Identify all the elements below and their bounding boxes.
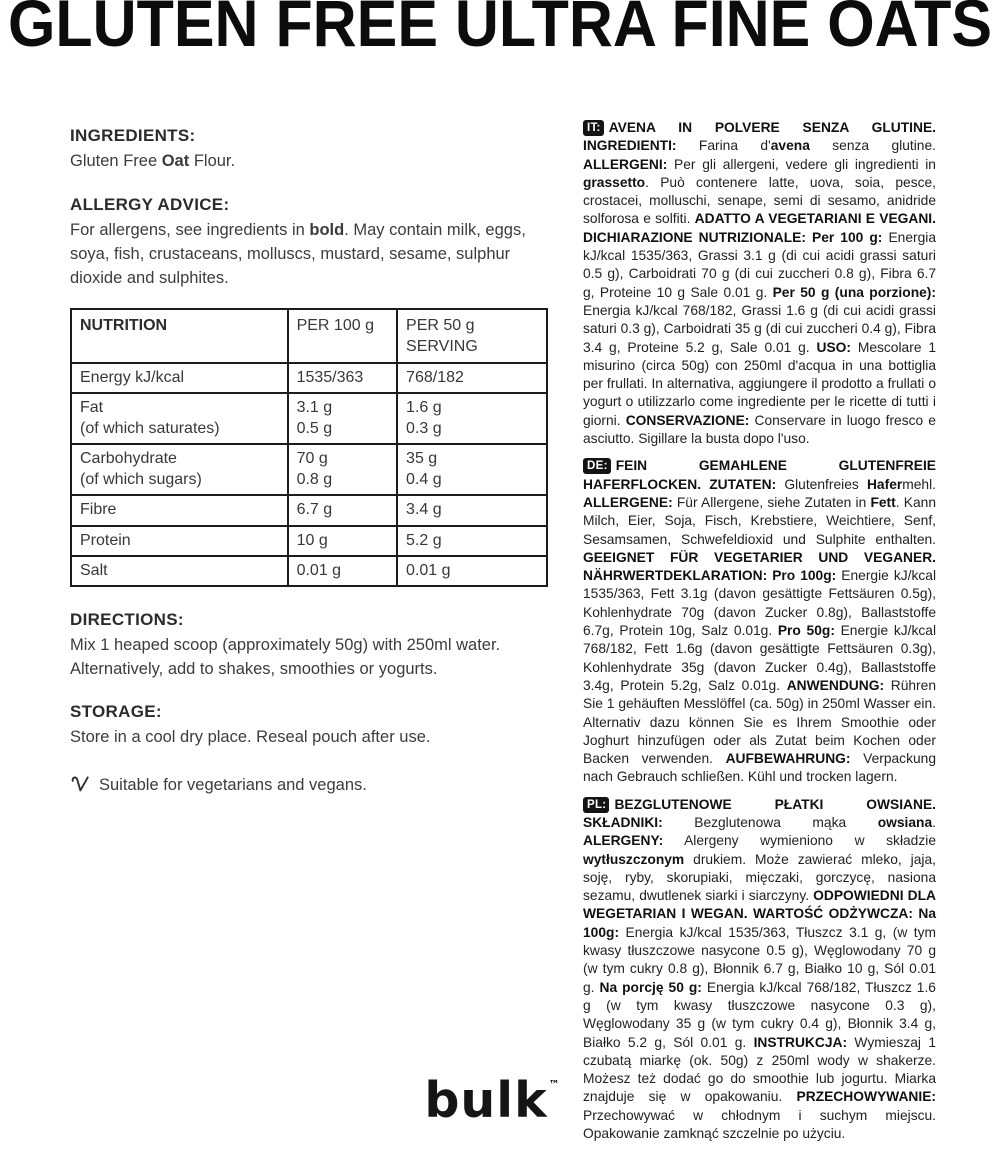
storage-heading: STORAGE: xyxy=(70,701,162,721)
product-title-text: GLUTEN FREE ULTRA FINE OATS xyxy=(8,0,992,51)
german-section xyxy=(583,457,936,786)
nutrition-table-cell: 6.7 g xyxy=(288,495,397,525)
product-title-svg xyxy=(0,0,1000,51)
directions-heading: DIRECTIONS: xyxy=(70,609,184,629)
nutrition-table-cell: 1535/363 xyxy=(288,363,397,393)
allergy-advice-text: For allergens, see ingredients in bold. May contain milk, eggs, soya, fish, crustaceans, molluscs, mustard, sesame, sulphur dioxide and sulphites. xyxy=(70,220,526,287)
nutrition-table-row xyxy=(71,444,547,495)
allergy-advice-heading: ALLERGY ADVICE: xyxy=(70,194,230,214)
italian-text: AVENA IN POLVERE SENZA GLUTINE. INGREDIENTI: Farina d'avena senza glutine. ALLERGENI: Per gli allergeni, vedere gli ingredienti in grassetto. Può contenere latte, uova, soia, pesce, crostacei, molluschi, senape, semi di sesamo, anidride solforosa e solfiti. ADATTO A VEGETARIANI E VEGANI. DICHIARAZIONE NUTRIZIONALE: Per 100 g: Energia kJ/kcal 1535/363, Grassi 3.1 g (di cui acidi grassi saturi 0.5 g), Carboidrati 70 g (di cui zuccheri 0.8 g), Fibra 6.7 g, Proteine 10 g Sale 0.01 g. Per 50 g (una porzione): Energia kJ/kcal 768/182, Grassi 1.6 g (di cui acidi grassi saturi 0.3 g), Carboidrati 35 g (di cui zuccheri 0.4 g), Fibra 3.4 g, Proteine 5.2 g, Sale 0.01 g. USO: Mescolare 1 misurino (circa 50g) con 250ml d'acqua in una bottiglia per frullati. In alternativa, aggiungere il prodotto a frullati o yogurt o utilizzarlo come ingrediente per le ricette di tutti i giorni. CONSERVAZIONE: Conservare in luogo fresco e asciutto. Sigillare la busta dopo l'uso. xyxy=(583,120,937,447)
trademark-symbol: ™ xyxy=(548,1078,561,1091)
storage-text: Store in a cool dry place. Reseal pouch after use. xyxy=(70,727,431,746)
nutrition-table-cell: 35 g 0.4 g xyxy=(397,444,547,495)
nutrition-table-cell: 0.01 g xyxy=(288,556,397,586)
nutrition-table-row xyxy=(71,393,547,444)
polish-language-badge: PL: xyxy=(583,797,609,813)
nutrition-table-cell: 5.2 g xyxy=(397,526,547,556)
nutrition-table-cell: 1.6 g 0.3 g xyxy=(397,393,547,444)
bulk-logo-text: bulk xyxy=(424,1072,548,1129)
nutrition-table-cell: 3.4 g xyxy=(397,495,547,525)
bulk-logo xyxy=(424,1072,561,1129)
product-title xyxy=(0,0,1000,51)
italian-language-badge: IT: xyxy=(583,120,604,136)
ingredients-text: Gluten Free Oat Flour. xyxy=(70,152,236,170)
ingredients-heading: INGREDIENTS: xyxy=(70,126,196,145)
multilingual-panel xyxy=(583,119,936,1152)
nutrition-table-cell: 0.01 g xyxy=(397,556,547,586)
nutrition-table xyxy=(70,308,548,587)
nutrition-table-cell: 768/182 xyxy=(397,363,547,393)
italian-section xyxy=(583,119,936,448)
nutrition-column-header: PER 50 g SERVING xyxy=(397,309,547,363)
nutrition-table-cell: 3.1 g 0.5 g xyxy=(288,393,397,444)
nutrition-table-row xyxy=(71,495,547,525)
nutrition-table-cell: Salt xyxy=(71,556,288,586)
directions-text: Mix 1 heaped scoop (approximately 50g) with 250ml water. Alternatively, add to shakes, smoothies or yogurts. xyxy=(70,635,501,678)
nutrition-table-cell: Fibre xyxy=(71,495,288,525)
nutrition-table-cell: Carbohydrate (of which sugars) xyxy=(71,444,288,495)
nutrition-table-cell: 70 g 0.8 g xyxy=(288,444,397,495)
german-language-badge: DE: xyxy=(583,458,611,474)
nutrition-header-row xyxy=(71,309,547,363)
polish-text: BEZGLUTENOWE PŁATKI OWSIANE. SKŁADNIKI: Bezglutenowa mąka owsiana. ALERGENY: Alergeny wymieniono w składzie wytłuszczonym drukiem. Może zawierać mleko, jaja, soję, ryby, skorupiaki, mięczaki, gorczycę, nasiona sezamu, dwutlenek siarki i siarczyny. ODPOWIEDNI DLA WEGETARIAN I WEGAN. WARTOŚĆ ODŻYWCZA: Na 100g: Energia kJ/kcal 1535/363, Tłuszcz 3.1 g, (w tym kwasy tłuszczowe nasycone 0.5 g), Węglowodany 70 g (w tym cukry 0.8 g), Błonnik 6.7 g, Białko 10 g, Sól 0.01 g. Na porcję 50 g: Energia kJ/kcal 768/182, Tłuszcz 1.6 g (w tym kwasy tłuszczowe nasycone 0.3 g), Węglowodany 35 g (w tym cukry 0.4 g), Błonnik 3.4 g, Białko 5.2 g, Sól 0.01 g. INSTRUKCJA: Wymieszaj 1 czubatą miarkę (ok. 50g) z 250ml wody w shakerze. Możesz też dodać go do smoothie lub jogurtu. Miarka znajduje się w opakowaniu. PRZECHOWYWANIE: Przechowywać w chłodnym i suchym miejscu. Opakowanie zamknąć szczelnie po użyciu. xyxy=(583,796,936,1142)
nutrition-table-cell: Fat (of which saturates) xyxy=(71,393,288,444)
german-text: FEIN GEMAHLENE GLUTENFREIE HAFERFLOCKEN. ZUTATEN: Glutenfreies Hafermehl. ALLERGENE: Für Allergene, siehe Zutaten in Fett. Kann Milch, Eier, Soja, Fisch, Krebstiere, Weichtiere, Senf, Sesamsamen, Schwefeldioxid und Sulphite enthalten. GEEIGNET FÜR VEGETARIER UND VEGANER. NÄHRWERTDEKLARATION: Pro 100g: Energie kJ/kcal 1535/363, Fett 3.1g (davon gesättigte Fettsäuren 0.5g), Kohlenhydrate 70g (davon Zucker 0.8g), Ballaststoffe 6.7g, Protein 10g, Salz 0.01g. Pro 50g: Energie kJ/kcal 768/182, Fett 1.6g (davon gesättigte Fettsäuren 0.3g), Kohlenhydrate 35g (davon Zucker 0.4g), Ballaststoffe 3.4g, Protein 5.2g, Salz 0.01g. ANWENDUNG: Rühren Sie 1 gehäuften Messlöffel (ca. 50g) in 250ml Wasser ein. Alternativ dazu können Sie es Ihrem Smoothie oder Joghurt hinzufügen oder als Zutat beim Kochen oder Backen verwenden. AUFBEWAHRUNG: Verpackung nach Gebrauch schließen. Kühl und trocken lagern. xyxy=(583,458,937,785)
vegetarian-note xyxy=(70,776,552,795)
nutrition-table-cell: Protein xyxy=(71,526,288,556)
nutrition-table-row xyxy=(71,363,547,393)
nutrition-column-header: PER 100 g xyxy=(288,309,397,363)
vegetarian-note-text: Suitable for vegetarians and vegans. xyxy=(99,775,367,794)
vegetarian-v-icon xyxy=(70,774,90,795)
english-panel xyxy=(70,126,552,795)
nutrition-column-header: NUTRITION xyxy=(71,309,288,363)
nutrition-table-cell: Energy kJ/kcal xyxy=(71,363,288,393)
footer xyxy=(0,1072,1000,1129)
nutrition-table-cell: 10 g xyxy=(288,526,397,556)
nutrition-table-row xyxy=(71,526,547,556)
nutrition-table-row xyxy=(71,556,547,586)
